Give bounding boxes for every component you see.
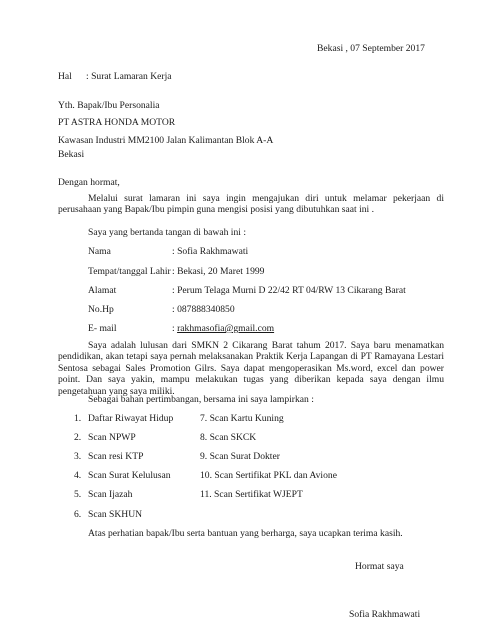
identity-label-email: E- mail: [88, 323, 117, 334]
attachment-item: 11. Scan Sertifikat WJEPT: [200, 489, 303, 500]
salutation: Dengan hormat,: [58, 177, 120, 188]
attachment-item: Scan NPWP: [88, 432, 136, 443]
recipient-line-2: PT ASTRA HONDA MOTOR: [58, 117, 176, 128]
attachment-num: 2.: [74, 432, 82, 443]
attachment-num: 3.: [74, 451, 82, 462]
attachment-item: 9. Scan Surat Dokter: [200, 451, 280, 462]
identity-value-address: : Perum Telaga Murni D 22/42 RT 04/RW 13 Cikarang Barat: [172, 285, 406, 296]
attachment-item: 7. Scan Kartu Kuning: [200, 413, 284, 424]
attachment-num: 5.: [74, 489, 82, 500]
identity-value-phone: : 087888340850: [172, 304, 235, 315]
recipient-line-4: Bekasi: [58, 149, 85, 160]
identity-label-birth: Tempat/tanggal Lahir: [88, 266, 171, 277]
attachment-item: Scan resi KTP: [88, 451, 144, 462]
email-link[interactable]: rakhmasofia@gmail.com: [177, 323, 275, 334]
intro-paragraph: Melalui surat lamaran ini saya ingin mengajukan diri untuk melamar pekerjaan di perusahaan yang Bapak/Ibu pimpin guna mengisi posisi yang dibutuhkan saat ini .: [58, 193, 444, 216]
letter-date: Bekasi , 07 September 2017: [317, 43, 425, 54]
email-prefix: :: [172, 323, 178, 334]
attachment-num: 1.: [74, 413, 82, 424]
recipient-line-1: Yth. Bapak/Ibu Personalia: [58, 100, 160, 111]
identity-label-phone: No.Hp: [88, 304, 114, 315]
attachment-item: Daftar Riwayat Hidup: [88, 413, 174, 424]
recipient-line-3: Kawasan Industri MM2100 Jalan Kalimantan Blok A-A: [58, 135, 274, 146]
attachment-item: Scan Ijazah: [88, 489, 133, 500]
attachment-num: 6.: [74, 509, 82, 520]
attachments-intro: Sebagai bahan pertimbangan, bersama ini saya lampirkan :: [88, 394, 314, 405]
identity-value-email: [172, 323, 274, 334]
education-paragraph: Saya adalah lulusan dari SMKN 2 Cikarang Barat tahum 2017. Saya baru menamatkan pendidikan, akan tetapi saya pernah melaksanakan Praktik Kerja Lapangan di PT Ramayana Lestari Sentosa sebagai Sales Promotion Gilrs. Saya dapat mengoperasikan Ms.word, excel dan power point. Dan saya yakin, mampu melakukan tugas yang diberikan kepada saya dengan ilmu pengetahuan yang saya miliki.: [58, 340, 444, 397]
attachment-item: Scan Surat Kelulusan: [88, 470, 171, 481]
identity-label-address: Alamat: [88, 285, 117, 296]
attachment-num: 4.: [74, 470, 82, 481]
attachment-item: Scan SKHUN: [88, 509, 143, 520]
identity-value-name: : Sofia Rakhmawati: [172, 246, 249, 257]
identity-label-name: Nama: [88, 246, 111, 257]
closing-paragraph: Atas perhatian bapak/Ibu serta bantuan yang berharga, saya ucapkan terima kasih.: [88, 528, 403, 539]
closing: Hormat saya: [355, 561, 404, 572]
subject-value: : Surat Lamaran Kerja: [86, 71, 172, 82]
attachment-item: 10. Scan Sertifikat PKL dan Avione: [200, 470, 337, 481]
attachment-item: 8. Scan SKCK: [200, 432, 257, 443]
signed-intro: Saya yang bertanda tangan di bawah ini :: [88, 227, 246, 238]
subject-label: Hal: [58, 71, 72, 82]
signature-name: Sofia Rakhmawati: [349, 609, 421, 620]
identity-value-birth: : Bekasi, 20 Maret 1999: [172, 266, 265, 277]
